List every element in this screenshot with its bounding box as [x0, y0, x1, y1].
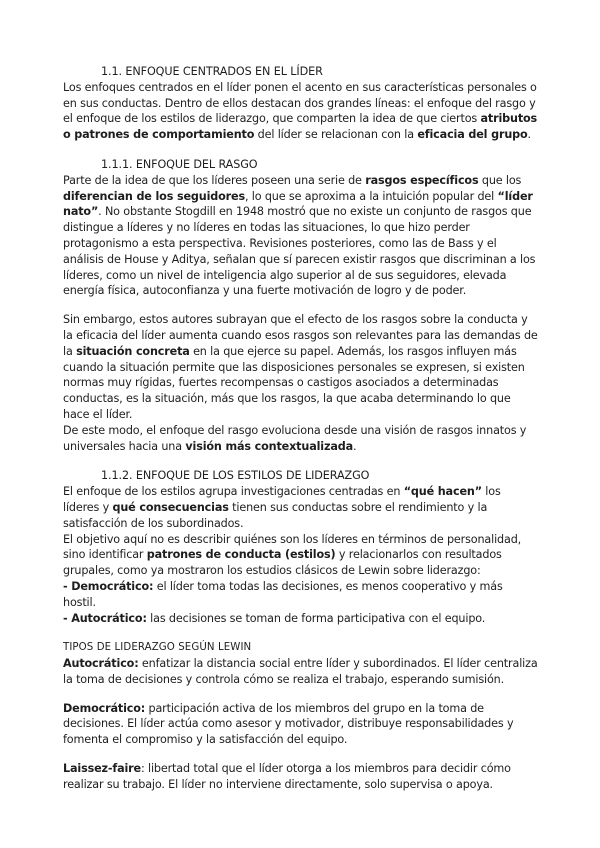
text: el líder toma todas las decisiones, es menos cooperativo y más hostil.	[63, 579, 503, 609]
bold-text: situación concreta	[76, 344, 190, 358]
text: , lo que se aproxima a la intuición popular del	[244, 189, 498, 203]
text: De este modo, el enfoque del rasgo evoluciona desde una visión de rasgos innatos y universales hacia una	[63, 423, 527, 453]
text: Sin embargo, estos autores subrayan que el efecto de los rasgos sobre la conducta y la eficacia del líder aumenta cuando esos rasgos son relevantes para las demandas de la	[63, 313, 538, 358]
bold-text: “qué hacen”	[403, 485, 482, 499]
text: Parte de la idea de que los líderes poseen una serie de	[63, 173, 366, 187]
bold-label: Laissez-faire	[63, 762, 141, 776]
bold-text: visión más contextualizada	[185, 439, 353, 453]
text: : libertad total que el líder otorga a los miembros para decidir cómo realizar su trabajo. El líder no interviene directamente, solo supervisa o apoya.	[63, 762, 511, 791]
bold-label: - Democrático:	[63, 579, 154, 593]
spacer	[63, 626, 538, 640]
text: tienen sus conductas sobre el rendimiento y la satisfacción de los subordinados.	[63, 500, 488, 530]
paragraph-enfoque-lider	[63, 80, 538, 143]
text: .	[527, 128, 531, 142]
text: del líder se relacionan con la	[254, 128, 418, 142]
list-item-autocratico	[63, 611, 538, 627]
bold-text: qué consecuencias	[112, 500, 229, 514]
paragraph-laissez-faire	[63, 761, 538, 793]
text: participación activa de los miembros del grupo en la toma de decisiones. El líder actúa como asesor y motivador, distribuye responsabilidades y fomenta el compromiso y la satisfacción del equipo.	[63, 701, 514, 747]
bold-text: patrones de conducta (estilos)	[146, 548, 336, 562]
bold-label: Democrático:	[63, 701, 146, 715]
section-heading-tipos-lewin: TIPOS DE LIDERAZGO SEGÚN LEWIN	[63, 642, 252, 654]
text: .	[353, 439, 357, 453]
spacer	[63, 748, 538, 761]
bold-text: eficacia del grupo	[417, 128, 528, 142]
bold-label: Autocrático:	[63, 657, 139, 671]
section-heading-1-1-1: 1.1.1. ENFOQUE DEL RASGO	[101, 157, 258, 171]
spacer	[63, 299, 538, 312]
paragraph-estilos-2	[63, 532, 538, 579]
text: El objetivo aquí no es describir quiénes son los líderes en términos de personalidad, sino identificar	[63, 532, 522, 562]
text: las decisiones se toman de forma participativa con el equipo.	[146, 611, 486, 625]
paragraph-democratico	[63, 701, 538, 748]
text: los líderes y	[63, 485, 501, 514]
spacer	[63, 454, 538, 468]
text: . No obstante Stogdill en 1948 mostró que no existe un conjunto de rasgos que distingue a líderes y no líderes en todas las situaciones, lo que hizo perder protagonismo a esta perspectiva. Revisiones posteriores, como las de Bass y el análisis de House y Aditya, señalan que sí parecen existir rasgos que discriminan a los líderes, como un nivel de inteligencia algo superior al de sus seguidores, elevada energía física, autoconfianza y una fuerte motivación de logro y de poder.	[63, 205, 536, 298]
section-heading-1-1-2: 1.1.2. ENFOQUE DE LOS ESTILOS DE LIDERAZGO	[101, 469, 370, 483]
bold-text: “líder nato”	[63, 189, 533, 219]
spacer	[63, 143, 538, 157]
list-item-democratico	[63, 579, 538, 611]
text: Los enfoques centrados en el líder ponen el acento en sus características personales o en sus conductas. Dentro de ellos destacan dos grandes líneas: el enfoque del rasgo y el enfoque de los estilos de liderazgo, que comparten la idea de que ciertos	[63, 80, 537, 126]
paragraph-rasgo-1	[63, 173, 538, 299]
text: enfatizar la distancia social entre líder y subordinados. El líder centraliza la toma de decisiones y controla cómo se realiza el trabajo, esperando sumisión.	[63, 657, 538, 686]
section-heading-1-1: 1.1. ENFOQUE CENTRADOS EN EL LÍDER	[101, 65, 323, 78]
paragraph-autocratico	[63, 656, 538, 688]
text: El enfoque de los estilos agrupa investigaciones centradas en	[63, 485, 404, 499]
bold-text: rasgos específicos	[365, 173, 479, 187]
spacer	[63, 688, 538, 701]
text: y relacionarlos con resultados grupales, como ya mostraron los estudios clásicos de Lewin sobre liderazgo:	[63, 548, 502, 578]
paragraph-rasgo-3	[63, 423, 538, 455]
paragraph-rasgo-2	[63, 312, 538, 423]
text: que los	[478, 173, 522, 187]
bold-text: diferencian de los seguidores	[63, 189, 245, 203]
text: en la que ejerce su papel. Además, los rasgos influyen más cuando la situación permite que las disposiciones personales se expresen, si existen normas muy rígidas, fuertes recompensas o castigos asociados a determinadas conductas, es la situación, más que los rasgos, la que acaba determinando lo que hace el líder.	[63, 344, 525, 421]
bold-text: atributos o patrones de comportamiento	[63, 112, 538, 142]
bold-label: - Autocrático:	[63, 611, 147, 625]
paragraph-estilos-1	[63, 484, 538, 531]
